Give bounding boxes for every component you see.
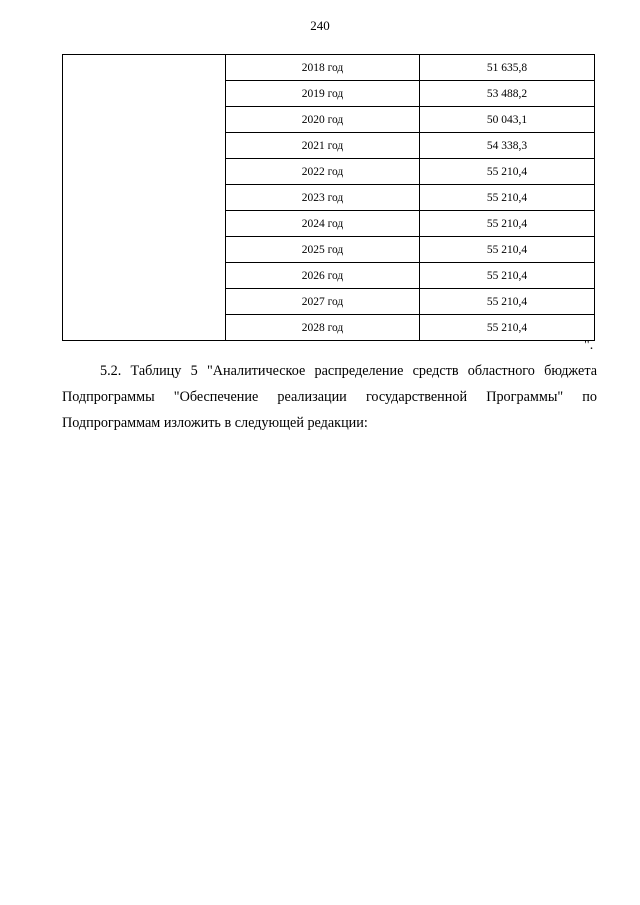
year-cell: 2028 год [226, 315, 420, 341]
budget-table [62, 54, 595, 341]
year-cell: 2021 год [226, 133, 420, 159]
value-cell: 55 210,4 [420, 289, 595, 315]
year-cell: 2025 год [226, 237, 420, 263]
value-cell: 55 210,4 [420, 159, 595, 185]
section-paragraph: 5.2. Таблицу 5 "Аналитическое распределение средств областного бюджета Подпрограммы "Обеспечение реализации государственной Программы" по Подпрограммам изложить в следующей редакции: [62, 363, 597, 431]
year-cell: 2022 год [226, 159, 420, 185]
year-cell: 2023 год [226, 185, 420, 211]
page-number: 240 [310, 18, 330, 33]
closing-quote: ". [584, 338, 594, 353]
year-cell: 2026 год [226, 263, 420, 289]
value-cell: 55 210,4 [420, 211, 595, 237]
year-cell: 2018 год [226, 55, 420, 81]
year-cell: 2019 год [226, 81, 420, 107]
value-cell: 55 210,4 [420, 185, 595, 211]
table-row [63, 55, 595, 81]
value-cell: 54 338,3 [420, 133, 595, 159]
year-cell: 2027 год [226, 289, 420, 315]
value-cell: 55 210,4 [420, 315, 595, 341]
value-cell: 55 210,4 [420, 263, 595, 289]
value-cell: 51 635,8 [420, 55, 595, 81]
value-cell: 50 043,1 [420, 107, 595, 133]
value-cell: 53 488,2 [420, 81, 595, 107]
year-cell: 2024 год [226, 211, 420, 237]
budget-table-body [63, 55, 595, 341]
empty-label-cell [63, 55, 226, 341]
value-cell: 55 210,4 [420, 237, 595, 263]
year-cell: 2020 год [226, 107, 420, 133]
